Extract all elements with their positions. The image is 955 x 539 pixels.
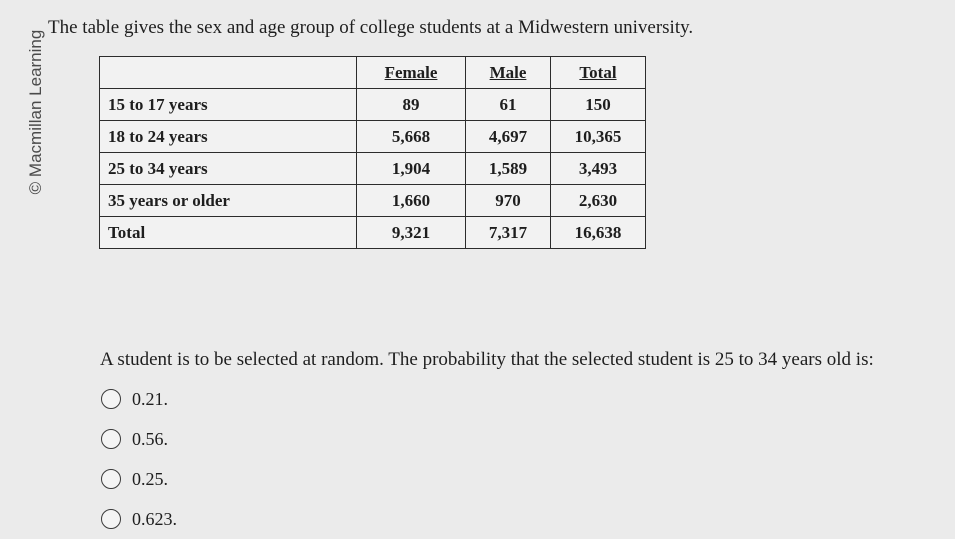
answer-option-4[interactable] xyxy=(101,499,177,539)
row-label: 15 to 17 years xyxy=(100,89,357,121)
option-label: 0.623. xyxy=(132,508,177,529)
row-label: 35 years or older xyxy=(100,185,357,217)
cell-total: 2,630 xyxy=(551,185,646,217)
copyright-watermark xyxy=(26,22,46,202)
option-label: 0.25. xyxy=(132,468,168,489)
cell-total: 3,493 xyxy=(551,153,646,185)
header-empty xyxy=(100,57,357,89)
radio-button[interactable] xyxy=(101,509,121,529)
table-row xyxy=(100,185,646,217)
row-label: 18 to 24 years xyxy=(100,121,357,153)
header-male: Male xyxy=(466,57,551,89)
cell-male: 61 xyxy=(466,89,551,121)
cell-total: 10,365 xyxy=(551,121,646,153)
cell-total: 16,638 xyxy=(551,217,646,249)
data-table xyxy=(99,56,646,249)
radio-button[interactable] xyxy=(101,469,121,489)
radio-button[interactable] xyxy=(101,389,121,409)
radio-button[interactable] xyxy=(101,429,121,449)
cell-female: 1,660 xyxy=(357,185,466,217)
cell-female: 1,904 xyxy=(357,153,466,185)
answer-options xyxy=(101,379,177,539)
intro-text: The table gives the sex and age group of college students at a Midwestern university. xyxy=(48,17,694,38)
option-label: 0.21. xyxy=(132,388,168,409)
table-total-row xyxy=(100,217,646,249)
cell-female: 89 xyxy=(357,89,466,121)
header-total: Total xyxy=(551,57,646,89)
cell-male: 1,589 xyxy=(466,153,551,185)
option-label: 0.56. xyxy=(132,428,168,449)
row-label: 25 to 34 years xyxy=(100,153,357,185)
table-row xyxy=(100,121,646,153)
answer-option-1[interactable] xyxy=(101,379,177,419)
header-female: Female xyxy=(357,57,466,89)
answer-option-3[interactable] xyxy=(101,459,177,499)
row-label: Total xyxy=(100,217,357,249)
table-row xyxy=(100,89,646,121)
cell-male: 4,697 xyxy=(466,121,551,153)
table-header-row xyxy=(100,57,646,89)
cell-female: 5,668 xyxy=(357,121,466,153)
cell-male: 7,317 xyxy=(466,217,551,249)
table-row xyxy=(100,153,646,185)
cell-female: 9,321 xyxy=(357,217,466,249)
watermark-text: © Macmillan Learning xyxy=(26,29,45,195)
cell-male: 970 xyxy=(466,185,551,217)
question-text: A student is to be selected at random. The probability that the selected student is 25 to 34 years old is: xyxy=(100,349,874,370)
cell-total: 150 xyxy=(551,89,646,121)
answer-option-2[interactable] xyxy=(101,419,177,459)
